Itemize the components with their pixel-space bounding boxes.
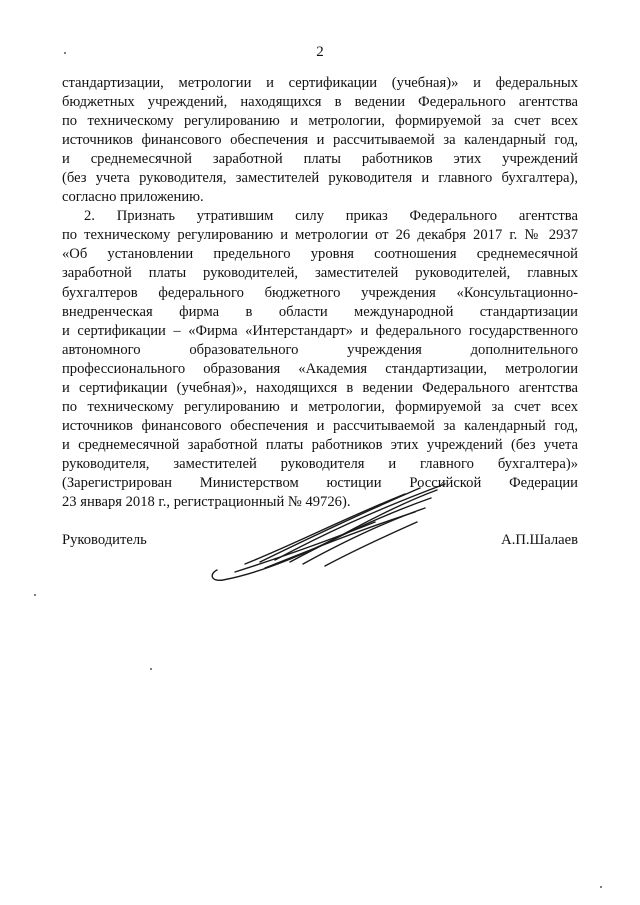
body-line: и среднемесячной заработной платы работников этих учреждений xyxy=(62,151,578,168)
body-line: бухгалтеров федерального бюджетного учреждения «Консультационно- xyxy=(62,284,578,301)
body-line: заработной платы руководителей, заместителей руководителей, главных xyxy=(62,265,578,282)
scan-speck xyxy=(64,52,66,54)
scan-speck xyxy=(34,594,36,596)
signer-name: А.П.Шалаев xyxy=(501,532,578,548)
body-line: автономного образовательного учреждения дополнительного xyxy=(62,341,578,358)
signer-position: Руководитель xyxy=(62,532,147,548)
scan-speck xyxy=(600,886,602,888)
body-line: «Об установлении предельного уровня соотношения среднемесячной xyxy=(62,246,578,263)
body-line: 23 января 2018 г., регистрационный № 49726). xyxy=(62,494,351,511)
handwritten-signature xyxy=(205,478,455,588)
body-line: и сертификации (учебная)», находящихся в ведении Федерального агентства xyxy=(62,379,578,396)
scan-speck xyxy=(150,668,152,670)
body-line: и сертификации – «Фирма «Интерстандарт» и федерального государственного xyxy=(62,322,578,339)
body-line: руководителя, заместителей руководителя и главного бухгалтера)» xyxy=(62,455,578,472)
body-line: (Зарегистрирован Министерством юстиции Российской Федерации xyxy=(62,474,578,491)
body-line: по техническому регулированию и метрологии от 26 декабря 2017 г. № 2937 xyxy=(62,227,578,244)
body-line: стандартизации, метрологии и сертификации (учебная)» и федеральных xyxy=(62,75,578,91)
body-line: источников финансового обеспечения и рассчитываемой за календарный год, xyxy=(62,132,578,149)
body-line: (без учета руководителя, заместителей руководителя и главного бухгалтера), xyxy=(62,170,578,187)
body-line: и среднемесячной заработной платы работников этих учреждений (без учета xyxy=(62,436,578,453)
document-body xyxy=(62,74,578,512)
body-line: внедренческая фирма в области международной стандартизации xyxy=(62,303,578,320)
page-number: 2 xyxy=(316,44,324,60)
body-line: профессионального образования «Академия стандартизации, метрологии xyxy=(62,360,578,377)
body-line: по техническому регулированию и метрологии, формируемой за счет всех xyxy=(62,113,578,130)
body-line: бюджетных учреждений, находящихся в ведении Федерального агентства xyxy=(62,94,578,111)
body-line: согласно приложению. xyxy=(62,189,204,206)
body-line: по техническому регулированию и метрологии, формируемой за счет всех xyxy=(62,398,578,415)
body-line: источников финансового обеспечения и рассчитываемой за календарный год, xyxy=(62,417,578,434)
body-line-paragraph-start: 2. Признать утратившим силу приказ Федерального агентства xyxy=(84,208,578,225)
